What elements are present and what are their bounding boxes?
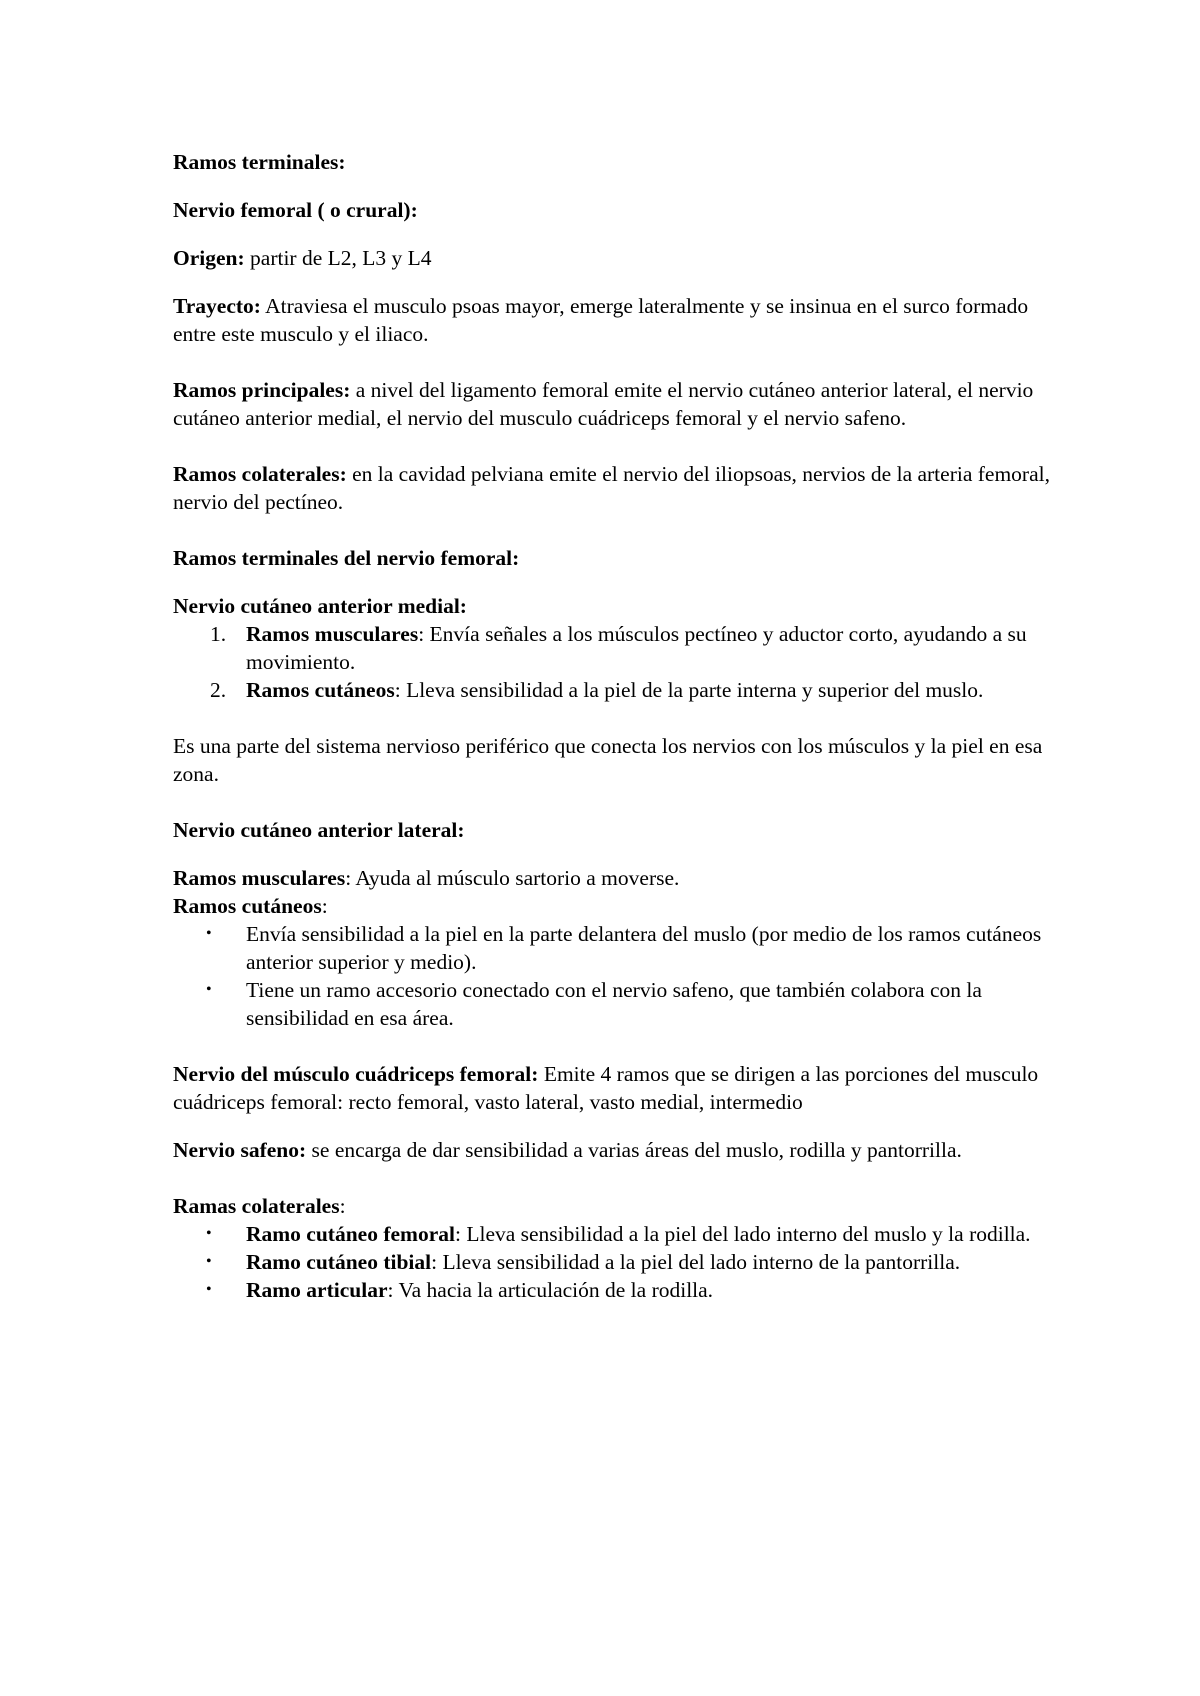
ramos-principales-text: a nivel del ligamento femoral emite el nervio cutáneo anterior lateral, el nervio cutáneo anterior medial, el nervio del musculo cuádriceps femoral y el nervio safeno. bbox=[173, 378, 1034, 430]
list-item bbox=[173, 976, 1053, 1032]
list-item-text: : Lleva sensibilidad a la piel del lado interno de la pantorrilla. bbox=[431, 1250, 961, 1274]
cuadriceps-text: Emite 4 ramos que se dirigen a las porciones del musculo cuádriceps femoral: recto femoral, vasto lateral, vasto medial, intermedio bbox=[173, 1062, 1039, 1114]
bullet-icon: • bbox=[206, 1225, 212, 1242]
origen-label: Origen: bbox=[173, 246, 245, 270]
list-number: 1. bbox=[210, 622, 227, 646]
bullet-icon: • bbox=[206, 1281, 212, 1298]
list-item-text: : Va hacia la articulación de la rodilla. bbox=[387, 1278, 714, 1302]
document-page bbox=[173, 148, 1053, 1304]
list-number: 2. bbox=[210, 678, 227, 702]
safeno-label: Nervio safeno: bbox=[173, 1138, 307, 1162]
ramas-colaterales-paragraph bbox=[173, 1192, 1053, 1220]
list-item-label: Ramos cutáneos bbox=[246, 678, 395, 702]
list-item-label: Ramo cutáneo tibial bbox=[246, 1250, 432, 1274]
lateral-cutaneos-paragraph bbox=[173, 892, 1053, 920]
ramas-colaterales-text: : bbox=[339, 1194, 346, 1218]
lateral-musculares-label: Ramos musculares bbox=[173, 866, 346, 890]
safeno-text: se encarga de dar sensibilidad a varias áreas del muslo, rodilla y pantorrilla. bbox=[306, 1138, 962, 1162]
list-item bbox=[173, 1248, 1053, 1276]
colaterales-bullet-list bbox=[173, 1220, 1053, 1304]
heading-nervio-femoral: Nervio femoral ( o crural): bbox=[173, 198, 418, 222]
heading-cutaneo-lateral: Nervio cutáneo anterior lateral: bbox=[173, 818, 465, 842]
lateral-cutaneos-text: : bbox=[321, 894, 328, 918]
list-item-text: Tiene un ramo accesorio conectado con el nervio safeno, que también colabora con la sensibilidad en esa área. bbox=[246, 978, 982, 1030]
lateral-musculares-paragraph bbox=[173, 864, 1053, 892]
trayecto-label: Trayecto: bbox=[173, 294, 261, 318]
list-item-text: : Lleva sensibilidad a la piel de la parte interna y superior del muslo. bbox=[394, 678, 984, 702]
bullet-icon: • bbox=[206, 925, 212, 942]
list-item-text: Envía sensibilidad a la piel en la parte delantera del muslo (por medio de los ramos cutáneos anterior superior y medio). bbox=[246, 922, 1042, 974]
cuadriceps-label: Nervio del músculo cuádriceps femoral: bbox=[173, 1062, 539, 1086]
lateral-bullet-list bbox=[173, 920, 1053, 1032]
bullet-icon: • bbox=[206, 1253, 212, 1270]
list-item-text: : Envía señales a los músculos pectíneo y aductor corto, ayudando a su movimiento. bbox=[246, 622, 1027, 674]
list-item-label: Ramo cutáneo femoral bbox=[246, 1222, 455, 1246]
origen-text: partir de L2, L3 y L4 bbox=[244, 246, 432, 270]
ramos-colaterales-text: en la cavidad pelviana emite el nervio del iliopsoas, nervios de la arteria femoral, nervio del pectíneo. bbox=[173, 462, 1050, 514]
ramos-colaterales-paragraph bbox=[173, 460, 1053, 516]
heading-ramos-terminales-femoral: Ramos terminales del nervio femoral: bbox=[173, 546, 520, 570]
lateral-musculares-text: : Ayuda al músculo sartorio a moverse. bbox=[345, 866, 680, 890]
ramos-colaterales-label: Ramos colaterales: bbox=[173, 462, 347, 486]
list-item bbox=[173, 620, 1053, 676]
list-item-label: Ramos musculares bbox=[246, 622, 419, 646]
ramos-principales-paragraph bbox=[173, 376, 1053, 432]
list-item bbox=[173, 1220, 1053, 1248]
bullet-icon: • bbox=[206, 981, 212, 998]
list-item bbox=[173, 676, 1053, 704]
medial-numbered-list bbox=[173, 620, 1053, 704]
trayecto-paragraph bbox=[173, 292, 1053, 348]
list-item bbox=[173, 920, 1053, 976]
medial-note: Es una parte del sistema nervioso periférico que conecta los nervios con los músculos y la piel en esa zona. bbox=[173, 734, 1043, 786]
ramas-colaterales-label: Ramas colaterales bbox=[173, 1194, 340, 1218]
heading-cutaneo-medial: Nervio cutáneo anterior medial: bbox=[173, 594, 467, 618]
list-item-text: : Lleva sensibilidad a la piel del lado interno del muslo y la rodilla. bbox=[454, 1222, 1031, 1246]
lateral-cutaneos-label: Ramos cutáneos bbox=[173, 894, 322, 918]
origen-paragraph bbox=[173, 244, 1053, 272]
heading-ramos-terminales: Ramos terminales: bbox=[173, 150, 346, 174]
list-item bbox=[173, 1276, 1053, 1304]
list-item-label: Ramo articular bbox=[246, 1278, 388, 1302]
ramos-principales-label: Ramos principales: bbox=[173, 378, 351, 402]
safeno-paragraph bbox=[173, 1136, 1053, 1164]
cuadriceps-paragraph bbox=[173, 1060, 1053, 1116]
trayecto-text: Atraviesa el musculo psoas mayor, emerge lateralmente y se insinua en el surco formado entre este musculo y el iliaco. bbox=[173, 294, 1029, 346]
